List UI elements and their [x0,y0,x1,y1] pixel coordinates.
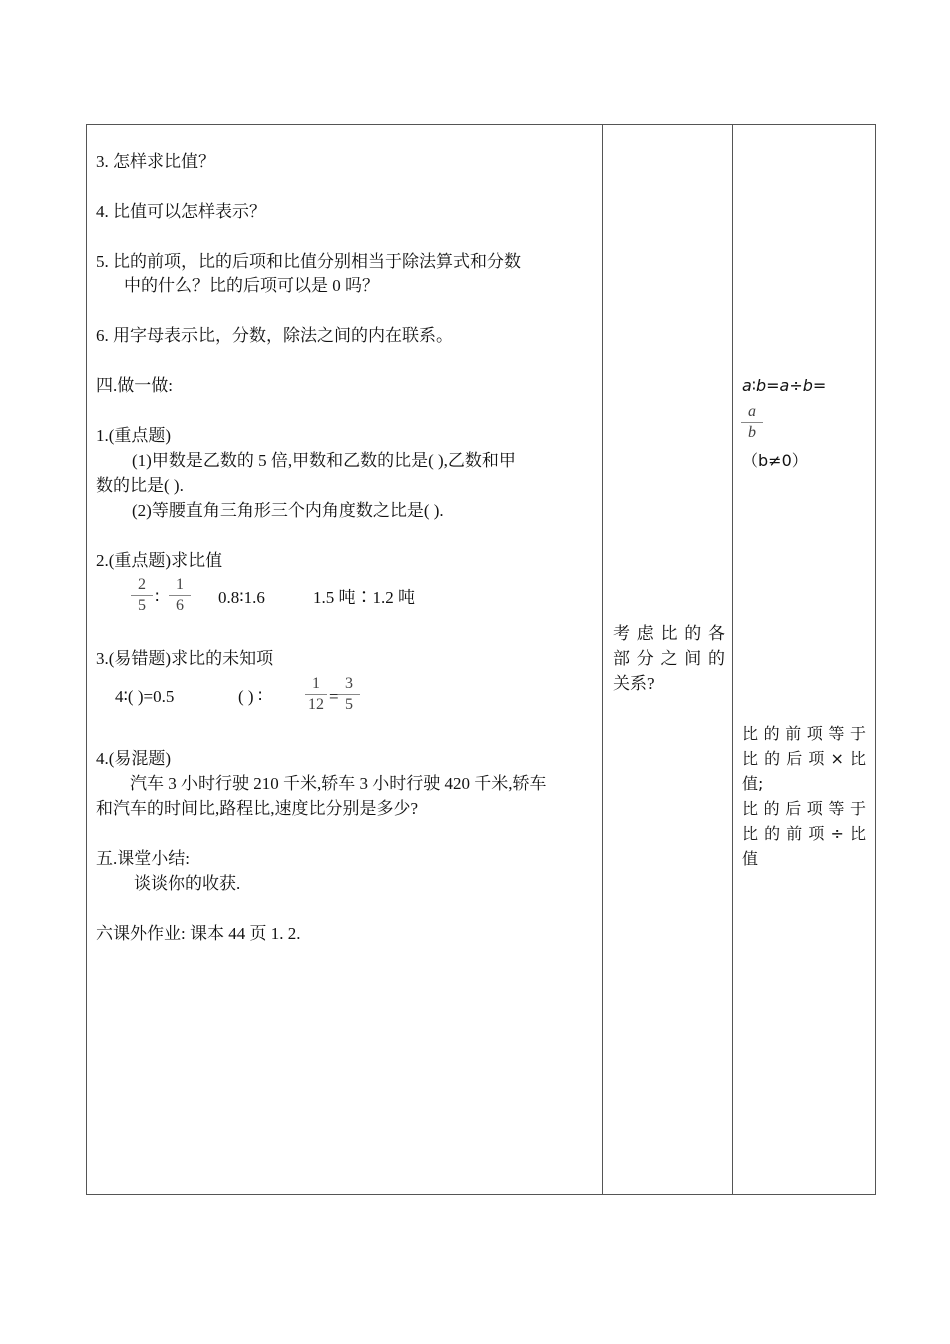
ratio-formula-fraction [741,403,763,442]
exercise-3-fraction-1 [305,675,327,714]
fraction-denominator: 5 [138,597,146,614]
fraction-denominator: 12 [308,696,324,713]
exercise-4-line-1: 汽车 3 小时行驶 210 千米,轿车 3 小时行驶 420 千米,轿车 [130,774,547,793]
exercise-4-title: 4.(易混题) [96,749,172,768]
exercise-2-item-3: 1.5 吨∶1.2 吨 [313,588,415,607]
exercise-3-item-2-prefix: ( ) ∶ [238,687,263,706]
column-divider-2 [732,124,733,1195]
rule-2-line-2: 比的前项÷比 [742,824,866,843]
section-5-body: 谈谈你的收获. [134,874,241,893]
fraction-numerator: 2 [131,576,153,596]
exercise-3-item-1: 4∶( )=0.5 [115,687,175,706]
ratio-formula: a∶b=a÷b= [742,376,827,395]
rule-1-line-3: 值; [742,774,764,793]
fraction-numerator: 1 [305,675,327,695]
exercise-1-part-1-line-2: 数的比是( ). [96,476,184,495]
rule-1-line-1: 比的前项等于 [742,724,866,743]
fraction-denominator: b [748,424,756,441]
question-5-line-1: 5. 比的前项，比的后项和比值分别相当于除法算式和分数 [96,252,521,271]
exercise-1-title: 1.(重点题) [96,426,172,445]
section-4-title: 四.做一做: [96,376,173,395]
exercise-1-part-1-line-1: (1)甲数是乙数的 5 倍,甲数和乙数的比是( ),乙数和甲 [132,451,516,470]
middle-note-line-2: 部 分 之 间 的 [613,649,725,668]
rule-2-line-3: 值 [742,849,759,868]
exercise-2-fraction-2 [169,576,191,615]
section-6-homework: 六课外作业: 课本 44 页 1. 2. [96,924,301,943]
exercise-2-title: 2.(重点题)求比值 [96,551,223,570]
question-4: 4. 比值可以怎样表示？ [96,202,266,221]
exercise-3-fraction-2 [338,675,360,714]
rule-1-line-2: 比的后项×比 [742,749,866,768]
rule-2-line-1: 比的后项等于 [742,799,866,818]
exercise-3-title: 3.(易错题)求比的未知项 [96,649,274,668]
exercise-1-part-2: (2)等腰直角三角形三个内角度数之比是( ). [132,501,444,520]
exercise-2-colon: ∶ [155,588,160,607]
middle-note-line-1: 考 虑 比 的 各 [613,624,725,643]
fraction-denominator: 5 [345,696,353,713]
fraction-numerator: 1 [169,576,191,596]
question-5-line-2: 中的什么？比的后项可以是 0 吗？ [124,276,379,295]
fraction-numerator: a [741,403,763,423]
exercise-4-line-2: 和汽车的时间比,路程比,速度比分别是多少? [96,799,419,818]
question-6: 6. 用字母表示比，分数，除法之间的内在联系。 [96,326,453,345]
exercise-2-fraction-1 [131,576,153,615]
exercise-3-equals: = [329,687,339,706]
section-5-title: 五.课堂小结: [96,849,190,868]
question-3: 3. 怎样求比值？ [96,152,215,171]
middle-note-line-3: 关系? [613,674,655,693]
exercise-2-item-2: 0.8∶1.6 [218,588,265,607]
ratio-condition: （b≠0） [742,451,808,470]
fraction-denominator: 6 [176,597,184,614]
column-divider-1 [602,124,603,1195]
fraction-numerator: 3 [338,675,360,695]
